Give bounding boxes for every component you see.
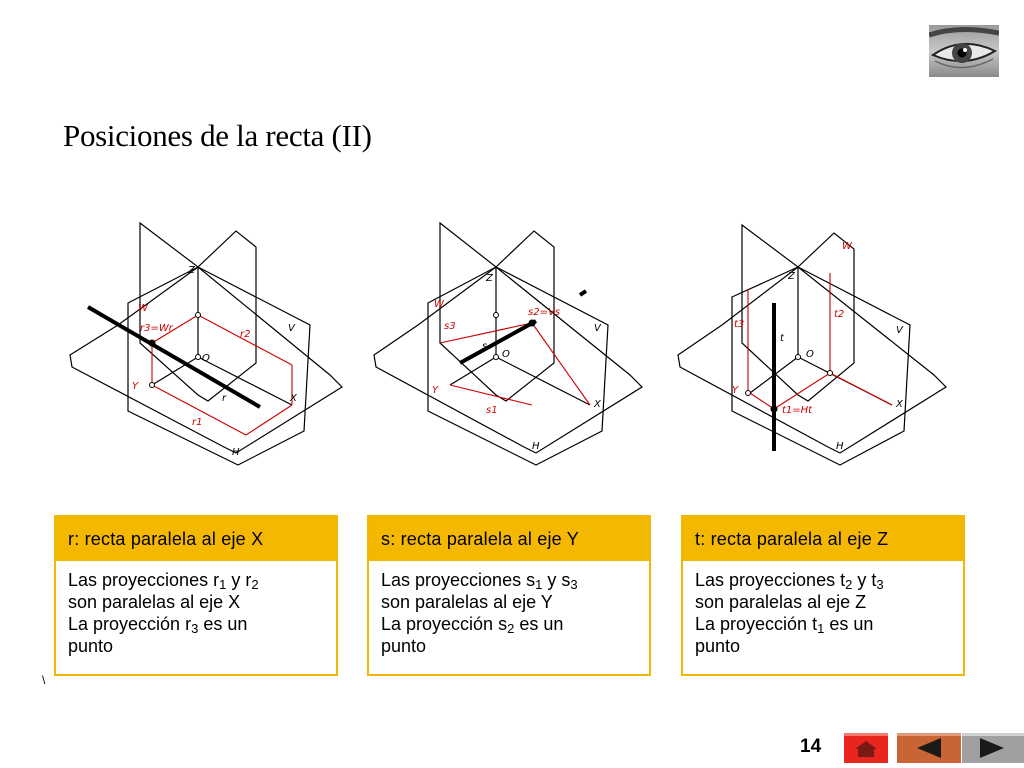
label-o: O — [202, 353, 210, 364]
label-y: Y — [732, 385, 739, 396]
label-y: Y — [132, 381, 139, 392]
previous-button[interactable] — [897, 733, 961, 763]
point-s2 — [529, 320, 536, 327]
label-t1: t1=Ht — [782, 405, 813, 416]
label-r3: r3=Wr — [140, 323, 173, 334]
line-r — [88, 307, 260, 407]
label-w: W — [434, 299, 444, 310]
label-w: W — [842, 241, 852, 252]
point-r3 — [149, 340, 156, 347]
label-t3: t3 — [734, 319, 745, 330]
axis-y — [450, 357, 496, 385]
label-x: X — [290, 393, 297, 404]
figure-line-parallel-x — [60, 215, 360, 475]
info-card-t — [681, 515, 965, 676]
label-r: r — [222, 393, 227, 404]
page-number: 14 — [800, 736, 822, 757]
figure-line-parallel-y — [368, 215, 668, 475]
card-body: Las proyecciones $t_2$ y $t_3$ son paralelas al eje Z La proyección $t_1$ es un punto — [695, 570, 884, 656]
stray-mark: \ — [42, 673, 46, 687]
projection-s1 — [450, 385, 532, 405]
label-x: X — [594, 399, 601, 410]
card-body: Las proyecciones $r_1$ y $r_2$ son paralelas al eje X La proyección $r_3$ es un punto — [68, 570, 259, 656]
page-title: Posiciones de la recta (II) — [63, 118, 372, 153]
projection-r2 — [198, 315, 292, 365]
point-t1 — [771, 406, 778, 413]
label-t2: t2 — [834, 309, 845, 320]
vertical-plane — [428, 267, 608, 465]
card-heading: t: recta paralela al eje Z — [683, 517, 963, 561]
label-v: V — [594, 323, 601, 334]
info-card-r — [54, 515, 338, 676]
label-z: Z — [788, 271, 795, 282]
label-s: s — [482, 341, 488, 352]
card-heading: r: recta paralela al eje X — [56, 517, 336, 561]
eye-image — [929, 25, 999, 77]
label-z: Z — [188, 265, 195, 276]
label-w: W — [138, 303, 148, 314]
label-o: O — [806, 349, 814, 360]
card-heading: s: recta paralela al eje Y — [369, 517, 649, 561]
arrow-left-icon — [897, 733, 961, 763]
label-v: V — [896, 325, 903, 336]
label-h: H — [836, 441, 844, 452]
label-r2: r2 — [240, 329, 251, 340]
axis-y — [152, 357, 198, 385]
label-y: Y — [432, 385, 439, 396]
info-card-s — [367, 515, 651, 676]
label-h: H — [532, 441, 540, 452]
label-v: V — [288, 323, 295, 334]
label-x: X — [896, 399, 903, 410]
home-button[interactable] — [844, 733, 888, 763]
label-t: t — [780, 333, 784, 344]
label-s1: s1 — [486, 405, 498, 416]
label-s2: s2=Vs — [528, 307, 561, 318]
label-z: Z — [486, 273, 493, 284]
card-body: Las proyecciones $s_1$ y $s_3$ son paralelas al eje Y La proyección $s_2$ es un punto — [381, 570, 578, 656]
figure-line-parallel-z — [670, 215, 970, 475]
horizontal-plane — [678, 267, 946, 453]
label-o: O — [502, 349, 510, 360]
vertical-plane — [128, 267, 310, 465]
next-button[interactable] — [962, 733, 1024, 763]
label-h: H — [232, 447, 240, 458]
label-r1: r1 — [192, 417, 203, 428]
arrow-right-icon — [962, 733, 1024, 763]
home-icon — [844, 733, 888, 763]
label-s3: s3 — [444, 321, 456, 332]
